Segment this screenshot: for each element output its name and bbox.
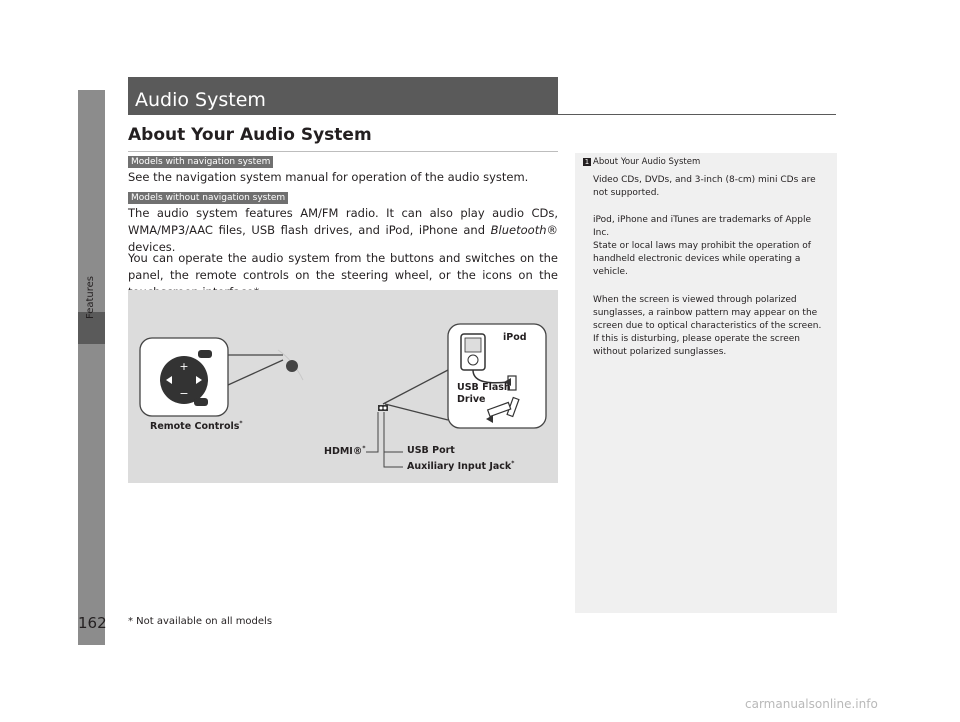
paragraph-features-end: ® devices. [128,223,558,254]
aux-jack-label [407,460,514,472]
audio-figure [128,290,558,483]
hdmi-text: HDMI® [324,446,363,458]
svg-text:+: + [179,360,189,373]
note-video-cds: Video CDs, DVDs, and 3-inch (8-cm) mini CDs are not supported. [593,175,816,198]
section-title: About Your Audio System [128,125,372,145]
section-rule [128,151,558,152]
svg-text:−: − [179,387,189,400]
chapter-title: Audio System [128,77,558,115]
hdmi-asterisk: * [362,445,366,452]
usb-flash-label-2: Drive [457,394,486,405]
aux-asterisk: * [511,460,515,467]
remote-controls-label [150,420,243,432]
note-marker-icon: 1 [584,158,590,166]
page-number: 162 [78,614,107,632]
paragraph-features [128,205,558,256]
chapter-rule [558,114,836,115]
usb-flash-label-1: USB Flash [457,382,511,393]
hdmi-label [324,445,365,457]
footnote: * Not available on all models [128,616,273,627]
side-tab-label: Features [85,276,96,320]
note-polarized: When the screen is viewed through polarized sunglasses, a rainbow pattern may appear on the screen due to optical characteristics of the screen. If this is disturbing, please operate the screen without polarized sunglasses. [593,295,822,357]
note-trademarks: iPod, iPhone and iTunes are trademarks of Apple Inc. [593,215,812,238]
bluetooth-word: Bluetooth [490,223,547,237]
paragraph-controls: You can operate the audio system from the buttons and switches on the panel, the remote controls on the steering wheel, or the icons on the [128,251,558,282]
badge-with-navigation: Models with navigation system [128,156,273,168]
notes-sidebar [575,153,837,613]
badge-without-navigation: Models without navigation system [128,192,288,204]
note-local-laws: State or local laws may prohibit the operation of handheld electronic devices while operating a vehicle. [593,241,811,277]
side-tab [78,90,105,645]
paragraph-navigation: See the navigation system manual for operation of the audio system. [128,170,529,184]
usb-port-label: USB Port [407,445,455,456]
watermark: carmanualsonline.info [745,697,878,711]
ipod-label: iPod [503,332,527,343]
notes-heading [583,157,700,167]
steering-wheel-icon [286,360,298,372]
paragraph-features-text: The audio system features AM/FM radio. It can also play audio CDs, WMA/MP3/AAC files, USB flash drives, and iPod, iPhone and [128,206,558,237]
remote-controls-text: Remote Controls [150,421,240,433]
remote-asterisk: * [239,420,243,427]
aux-jack-text: Auxiliary Input Jack [407,461,512,473]
notes-heading-text: About Your Audio System [593,157,701,167]
